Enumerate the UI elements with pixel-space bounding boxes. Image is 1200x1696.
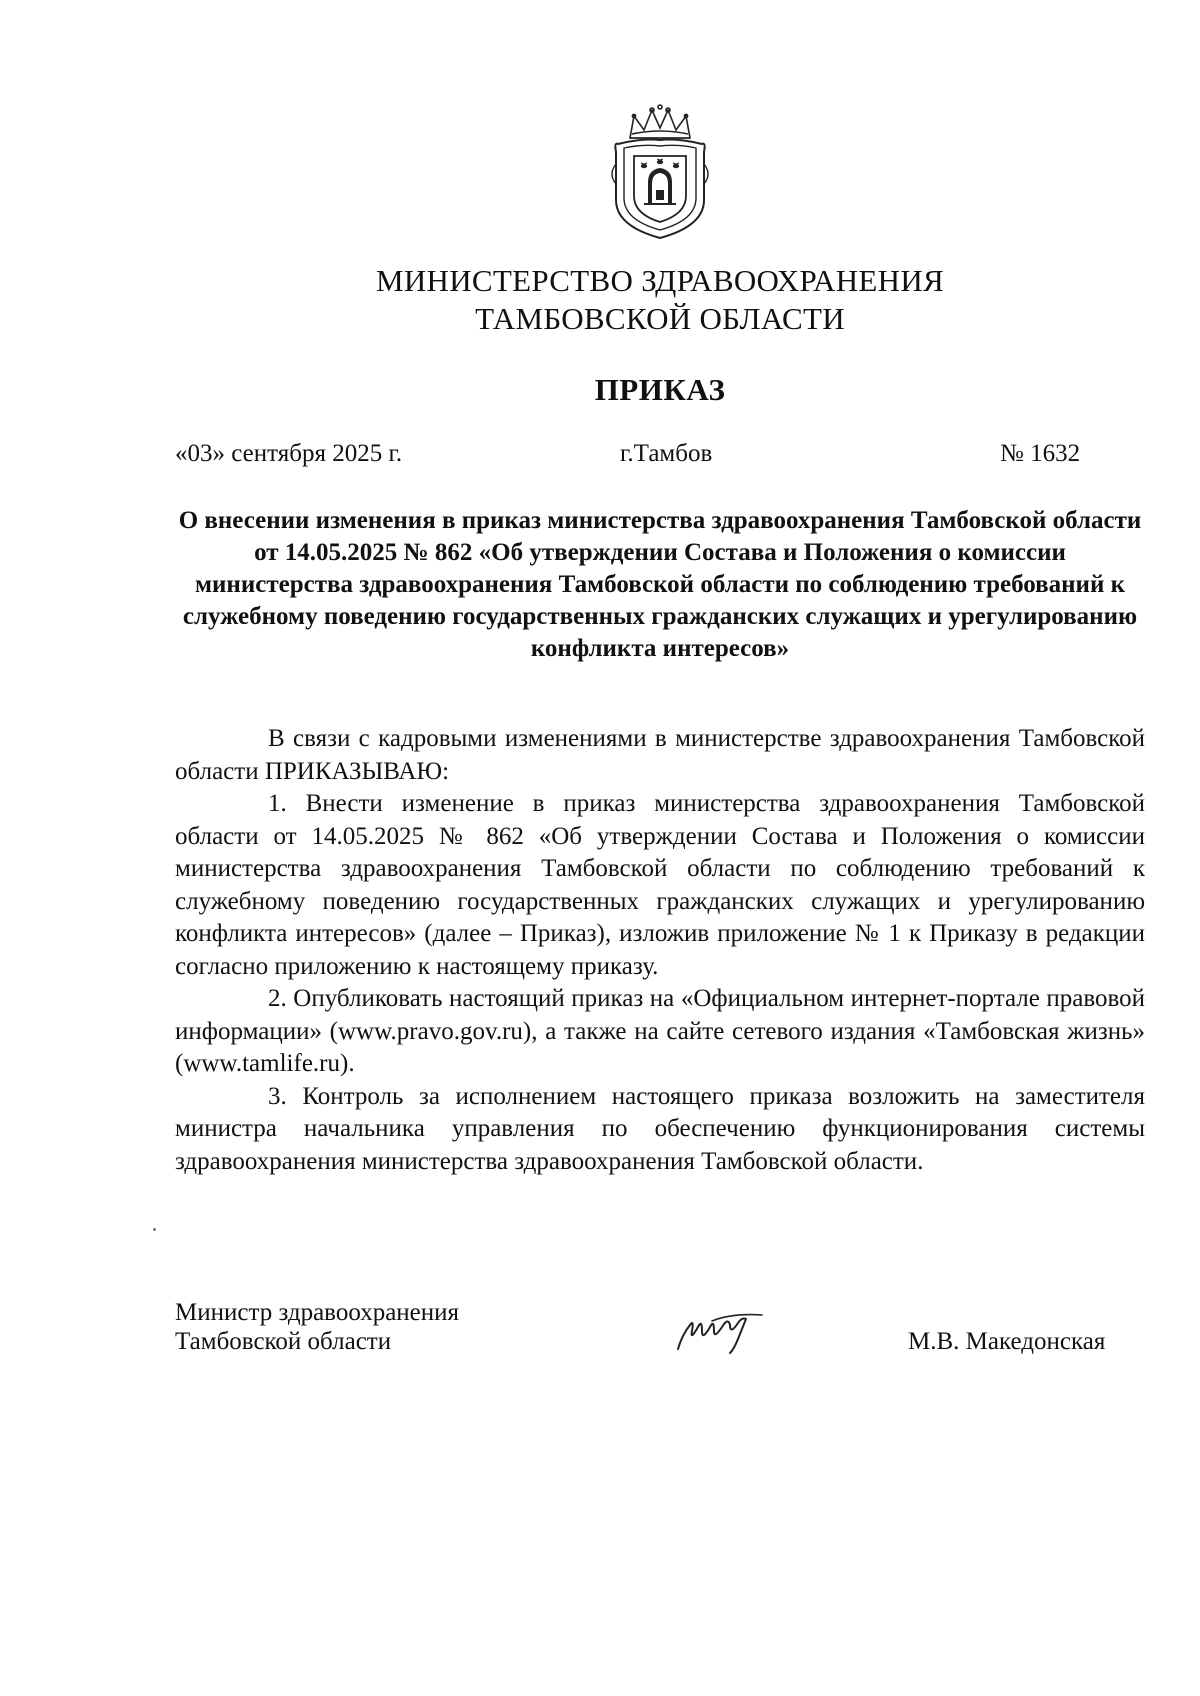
document-number: № 1632 [1000, 440, 1081, 467]
body-paragraph-1: 1. Внести изменение в приказ министерства здравоохранения Тамбовской области от 14.05.2025 № 862 «Об утверждении Состава и Положения о комиссии министерства здравоохранения Тамбовской области по соблюдению требований к служебному поведению государственных гражданских служащих и урегулированию конфликта интересов» (далее – Приказ), изложив приложение № 1 к Приказу в редакции согласно приложению к настоящему приказу. [175, 790, 1145, 980]
body-paragraph-intro: В связи с кадровыми изменениями в министерстве здравоохранения Тамбовской области ПРИКАЗЫВАЮ: [175, 725, 1145, 785]
ministry-name-line2: ТАМБОВСКОЙ ОБЛАСТИ [475, 301, 845, 336]
document-body [175, 723, 1145, 1178]
document-type: ПРИКАЗ [594, 372, 726, 407]
body-paragraph-2: 2. Опубликовать настоящий приказ на «Официальном интернет-портале правовой информации» (www.pravo.gov.ru), а также на сайте сетевого издания «Тамбовская жизнь» (www.tamlife.ru). [175, 985, 1145, 1077]
scan-speck [153, 1228, 156, 1231]
document-title: О внесении изменения в приказ министерства здравоохранения Тамбовской области от 14.05.2025 № 862 «Об утверждении Состава и Положения о комиссии министерства здравоохранения Тамбовской области по соблюдению требований к служебному поведению государственных гражданских служащих и урегулированию конфликта интересов» [178, 507, 1142, 662]
signer-position [175, 1298, 459, 1356]
signer-name: М.В. Македонская [908, 1328, 1106, 1355]
signer-position-line2: Тамбовской области [175, 1328, 392, 1355]
coat-of-arms-icon [608, 104, 712, 240]
body-paragraph-3: 3. Контроль за исполнением настоящего приказа возложить на заместителя министра начальника управления по обеспечению функционирования системы здравоохранения министерства здравоохранения Тамбовской области. [175, 1082, 1145, 1175]
document-date: «03» сентября 2025 г. [175, 440, 403, 467]
signer-position-line1: Министр здравоохранения [175, 1299, 460, 1326]
document-city: г.Тамбов [620, 440, 713, 467]
handwritten-signature-icon [672, 1305, 772, 1355]
ministry-name-line1: МИНИСТЕРСТВО ЗДРАВООХРАНЕНИЯ [375, 263, 945, 298]
